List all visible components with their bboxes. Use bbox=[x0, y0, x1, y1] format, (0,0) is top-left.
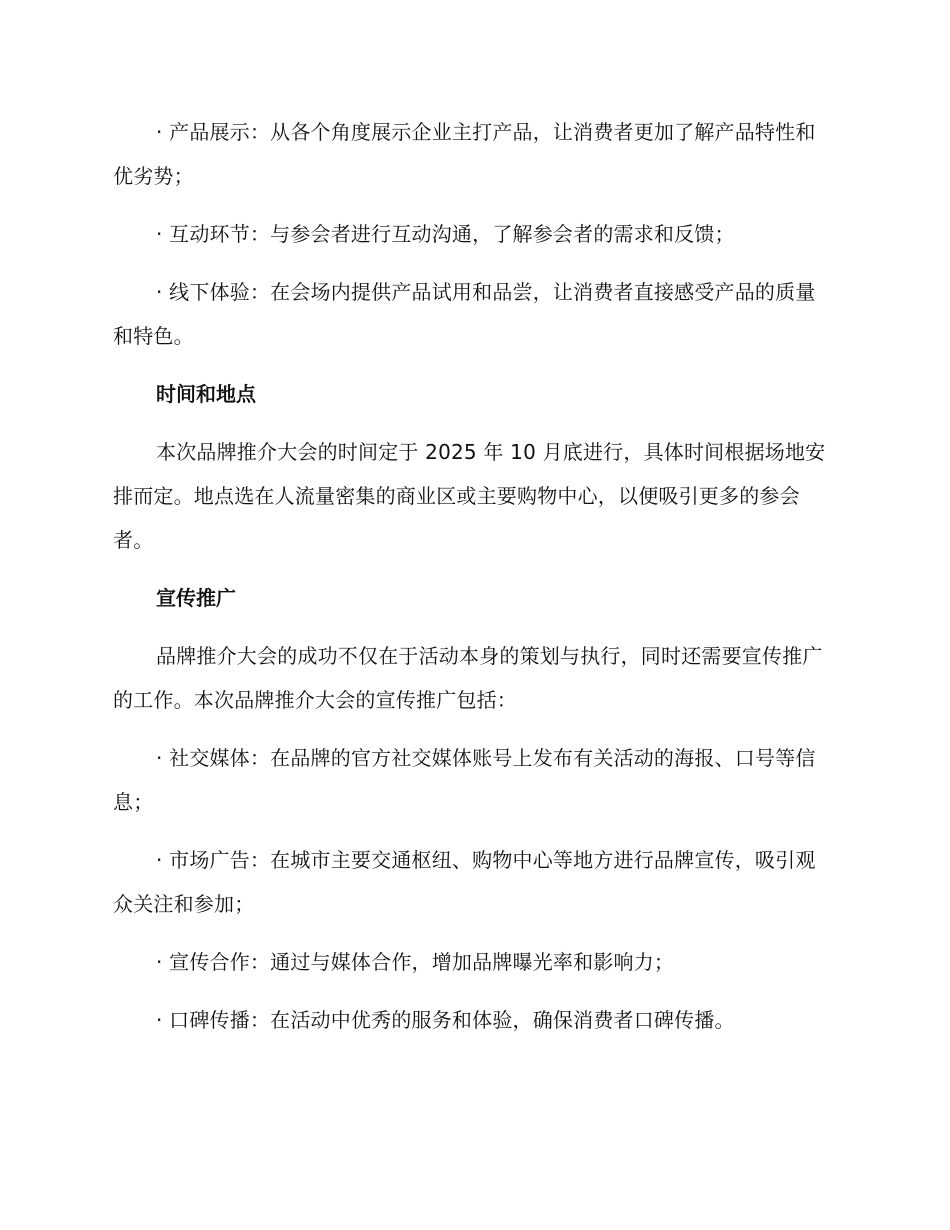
paragraph-time-place: 本次品牌推介大会的时间定于 2025 年 10 月底进行，具体时间根据场地安排而定。地点选在人流量密集的商业区或主要购物中心，以便吸引更多的参会者。 bbox=[113, 440, 826, 552]
bullet-market-ads: · 市场广告：在城市主要交通枢纽、购物中心等地方进行品牌宣传，吸引观众关注和参加； bbox=[113, 848, 816, 916]
bullet-word-of-mouth: · 口碑传播：在活动中优秀的服务和体验，确保消费者口碑传播。 bbox=[156, 1008, 735, 1032]
paragraph-promotion-intro: 品牌推介大会的成功不仅在于活动本身的策划与执行，同时还需要宣传推广的工作。本次品牌推介大会的宣传推广包括： bbox=[113, 644, 823, 712]
bullet-social-media: · 社交媒体：在品牌的官方社交媒体账号上发布有关活动的海报、口号等信息； bbox=[113, 746, 816, 814]
bullet-interaction: · 互动环节：与参会者进行互动沟通，了解参会者的需求和反馈； bbox=[156, 222, 735, 246]
section-heading-time-place: 时间和地点 bbox=[156, 382, 256, 406]
bullet-media-cooperation: · 宣传合作：通过与媒体合作，增加品牌曝光率和影响力； bbox=[156, 950, 675, 974]
bullet-offline-experience: · 线下体验：在会场内提供产品试用和品尝，让消费者直接感受产品的质量和特色。 bbox=[113, 280, 816, 348]
section-heading-promotion: 宣传推广 bbox=[156, 586, 236, 610]
bullet-product-display: · 产品展示：从各个角度展示企业主打产品，让消费者更加了解产品特性和优劣势； bbox=[113, 120, 816, 188]
document-page bbox=[113, 110, 833, 1056]
